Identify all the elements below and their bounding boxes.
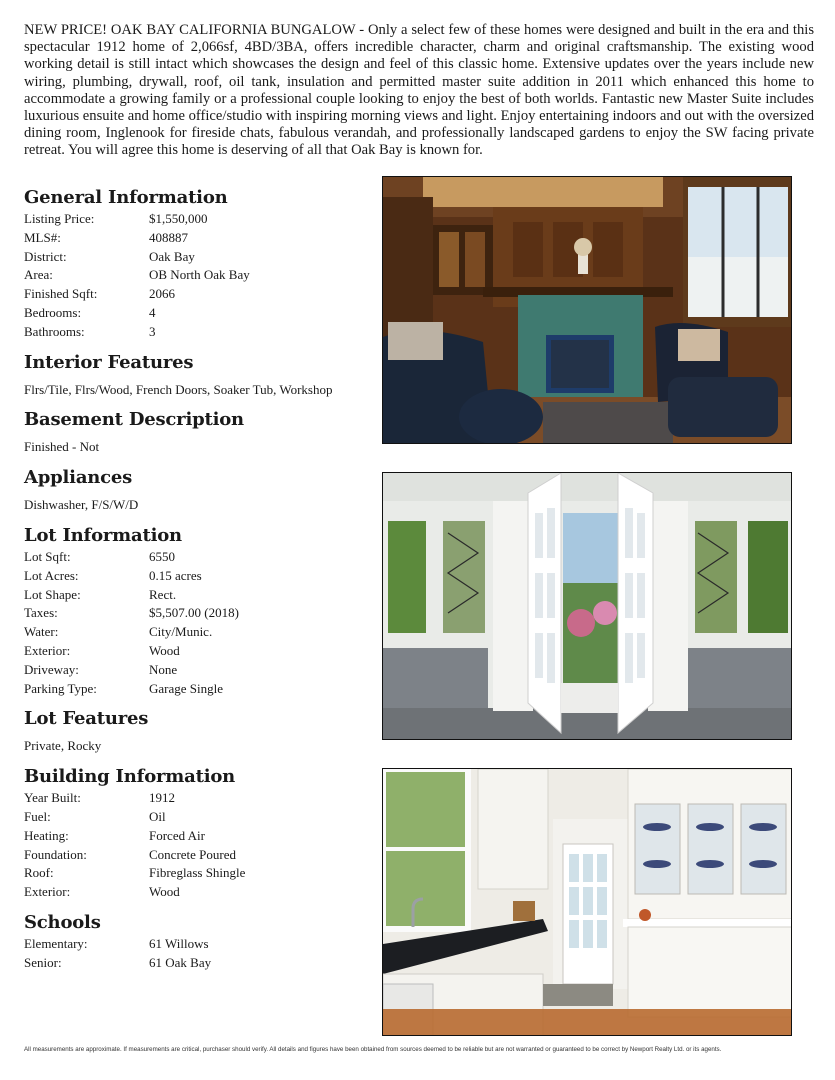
- detail-value: OB North Oak Bay: [149, 267, 250, 283]
- detail-label: Bathrooms:: [24, 323, 85, 339]
- detail-label: Year Built:: [24, 790, 81, 806]
- detail-value: $1,550,000: [149, 211, 208, 226]
- detail-label: Exterior:: [24, 884, 71, 900]
- detail-row: [24, 680, 369, 699]
- section-heading: Appliances: [24, 467, 133, 489]
- detail-label: Foundation:: [24, 846, 87, 862]
- detail-value: 1912: [149, 790, 175, 806]
- section-heading: Schools: [24, 911, 101, 933]
- lot-information-list: [24, 548, 369, 698]
- disclaimer: All measurements are approximate. If measurements are critical, purchaser should verify. All details and figures have been obtained from sources deemed to be reliable but are not warranted or guaranteed to be correct by Newport Realty Ltd. or its agents.: [24, 1046, 722, 1053]
- detail-row: [24, 304, 369, 323]
- interior-features-text: Flrs/Tile, Flrs/Wood, French Doors, Soaker Tub, Workshop: [24, 381, 333, 397]
- detail-label: Area:: [24, 267, 53, 283]
- detail-row: [24, 623, 369, 642]
- detail-row: [24, 604, 369, 623]
- detail-label: Driveway:: [24, 661, 79, 677]
- detail-value: Forced Air: [149, 827, 205, 843]
- detail-row: [24, 827, 369, 846]
- detail-value: Rect.: [149, 586, 177, 602]
- detail-value: Wood: [149, 642, 180, 658]
- detail-row: [24, 864, 369, 883]
- section-heading: Interior Features: [24, 351, 194, 373]
- detail-label: Parking Type:: [24, 680, 97, 696]
- general-information-list: [24, 210, 369, 342]
- appliances-text: Dishwasher, F/S/W/D: [24, 497, 139, 513]
- detail-row: [24, 846, 369, 865]
- detail-value: 61 Oak Bay: [149, 954, 212, 970]
- detail-row: [24, 883, 369, 902]
- detail-label: Lot Acres:: [24, 567, 79, 583]
- detail-row: [24, 548, 369, 567]
- detail-label: Bedrooms:: [24, 304, 82, 320]
- detail-label: Finished Sqft:: [24, 286, 98, 302]
- detail-value: Oil: [149, 808, 166, 824]
- detail-label: Senior:: [24, 954, 62, 970]
- detail-row: [24, 954, 369, 973]
- french-doors-photo: [382, 472, 792, 740]
- basement-section: [24, 408, 369, 457]
- lot-features-text: Private, Rocky: [24, 738, 102, 754]
- detail-row: [24, 642, 369, 661]
- detail-label: District:: [24, 248, 67, 264]
- detail-label: Taxes:: [24, 605, 58, 621]
- general-information-section: [24, 186, 369, 342]
- detail-label: Listing Price:: [24, 211, 95, 226]
- lot-features-section: [24, 707, 369, 756]
- detail-row: [24, 789, 369, 808]
- detail-value: Oak Bay: [149, 248, 195, 264]
- interior-features-section: [24, 351, 369, 400]
- detail-value: Garage Single: [149, 680, 224, 696]
- detail-value: Wood: [149, 884, 180, 900]
- detail-label: Heating:: [24, 827, 69, 843]
- detail-label: Fuel:: [24, 808, 51, 824]
- schools-list: [24, 935, 369, 973]
- living-room-photo: [382, 176, 792, 444]
- detail-row: [24, 266, 369, 285]
- detail-row: [24, 586, 369, 605]
- detail-label: Lot Shape:: [24, 586, 81, 602]
- detail-label: Elementary:: [24, 935, 88, 951]
- detail-value: 408887: [149, 229, 188, 245]
- building-information-section: [24, 765, 369, 902]
- detail-value: City/Munic.: [149, 624, 213, 640]
- detail-row: [24, 285, 369, 304]
- detail-value: None: [149, 661, 178, 677]
- schools-section: [24, 911, 369, 973]
- detail-row: [24, 567, 369, 586]
- detail-row: [24, 661, 369, 680]
- detail-value: 4: [149, 304, 156, 320]
- listing-description: NEW PRICE! OAK BAY CALIFORNIA BUNGALOW - Only a select few of these homes were designed and built in the era and this spectacular 1912 home of 2,066sf, 4BD/3BA, offers incredible character, charm and original craftsmanship. The existing wood working detail is still intact which showcases the design and feel of this classic home. Extensive updates over the years include new wiring, plumbing, drywall, roof, oil tank, insulation and permitted master suite addition in 2011 which enhanced this home to accommodate a growing family or a professional couple looking to enjoy the best of both worlds. Fantastic new Master Suite includes luxurious ensuite and home office/studio with inspiring morning views and light. Enjoy entertaining indoors and out with the oversized dining room, Inglenook for fireside chats, fabulous verandah, and professionally landscaped gardens to enjoy the SW facing private retreat. You will agree this home is deserving of all that Oak Bay is known for.: [24, 22, 814, 159]
- detail-value: Fibreglass Shingle: [149, 865, 246, 881]
- section-heading: Lot Information: [24, 524, 182, 546]
- detail-value: Concrete Poured: [149, 846, 237, 862]
- lot-information-section: [24, 524, 369, 698]
- kitchen-photo: [382, 768, 792, 1036]
- building-information-list: [24, 789, 369, 902]
- detail-row: [24, 210, 369, 229]
- appliances-section: [24, 466, 369, 515]
- detail-value: 61 Willows: [149, 935, 209, 951]
- detail-label: MLS#:: [24, 229, 61, 245]
- detail-row: [24, 248, 369, 267]
- detail-value: 3: [149, 323, 156, 339]
- detail-row: [24, 808, 369, 827]
- basement-text: Finished - Not: [24, 439, 100, 455]
- detail-row: [24, 323, 369, 342]
- detail-value: 0.15 acres: [149, 567, 202, 583]
- property-details: [24, 186, 369, 982]
- detail-value: 6550: [149, 548, 175, 564]
- section-heading: Basement Description: [24, 409, 244, 431]
- detail-label: Roof:: [24, 865, 54, 881]
- detail-value: 2066: [149, 286, 175, 302]
- detail-value: $5,507.00 (2018): [149, 605, 239, 621]
- detail-label: Exterior:: [24, 642, 71, 658]
- section-heading: Building Information: [24, 766, 236, 788]
- detail-label: Water:: [24, 624, 59, 640]
- detail-label: Lot Sqft:: [24, 548, 71, 564]
- section-heading: General Information: [24, 187, 228, 208]
- section-heading: Lot Features: [24, 708, 149, 730]
- detail-row: [24, 935, 369, 954]
- detail-row: [24, 229, 369, 248]
